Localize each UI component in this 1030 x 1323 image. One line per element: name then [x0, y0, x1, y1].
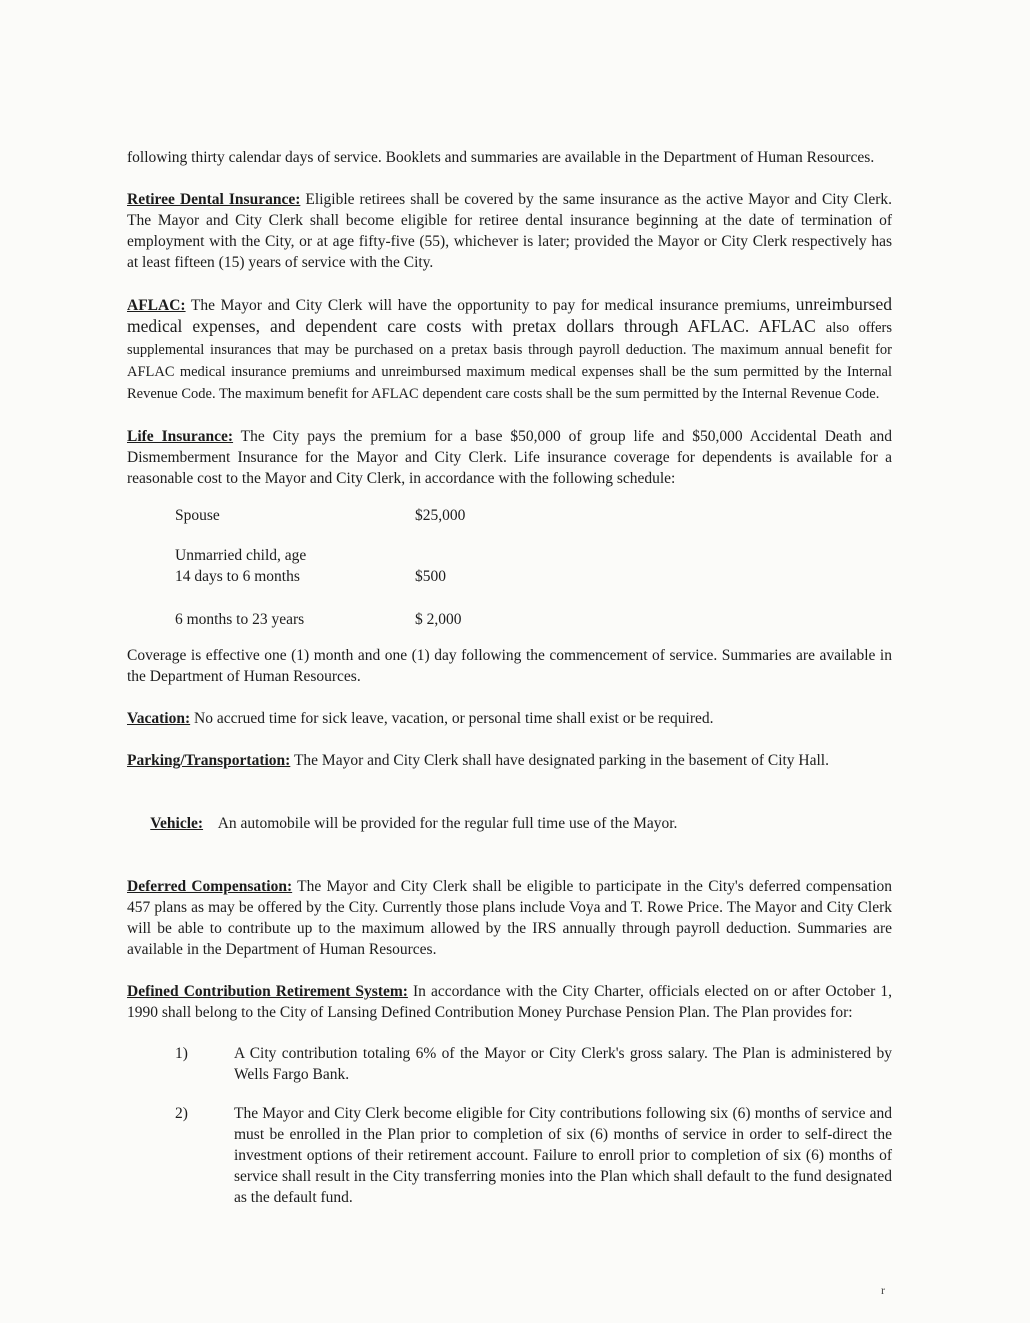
coverage-paragraph: Coverage is effective one (1) month and one (1) day following the commencement of service. Summaries are available in the Department of Human Resources.: [127, 647, 892, 685]
schedule-label: 6 months to 23 years: [175, 611, 305, 628]
schedule-row: [175, 545, 465, 606]
schedule-row: [175, 606, 465, 630]
schedule-label: Spouse: [175, 507, 220, 524]
schedule-label: Unmarried child, age 14 days to 6 months: [175, 547, 307, 585]
parking-text: The Mayor and City Clerk shall have designated parking in the basement of City Hall.: [290, 752, 829, 769]
parking-heading: Parking/Transportation:: [127, 752, 291, 769]
vehicle-heading: Vehicle:: [150, 815, 204, 832]
list-item-text: A City contribution totaling 6% of the Mayor or City Clerk's gross salary. The Plan is administered by Wells Fargo Bank.: [234, 1045, 892, 1083]
defined-contribution-heading: Defined Contribution Retirement System:: [127, 983, 408, 1000]
retiree-dental-section: [127, 189, 892, 273]
deferred-compensation-text: The Mayor and City Clerk shall be eligible to participate in the City's deferred compensation 457 plans as may be offered by the City. Currently those plans include Voya and T. Rowe Price. The Mayor and City Clerk will be able to contribute up to the maximum allowed by the IRS annually through payroll deduction. Summaries are available in the Department of Human Resources.: [127, 878, 892, 958]
vehicle-section: [127, 792, 892, 855]
retiree-dental-heading: Retiree Dental Insurance:: [127, 191, 301, 208]
aflac-heading: AFLAC:: [127, 297, 186, 314]
aflac-section: [127, 294, 892, 405]
life-insurance-heading: Life Insurance:: [127, 428, 234, 445]
vacation-heading: Vacation:: [127, 710, 191, 727]
vehicle-text: An automobile will be provided for the regular full time use of the Mayor.: [203, 815, 678, 832]
schedule-amount: $500: [415, 568, 446, 585]
list-item-number: 2): [175, 1105, 188, 1122]
schedule-row: [175, 505, 465, 545]
retiree-dental-text: Eligible retirees shall be covered by the same insurance as the active Mayor and City Clerk. The Mayor and City Clerk shall become eligible for retiree dental insurance beginning at the date of termination of employment with the City, or at age fifty-five (55), whichever is later; provided the Mayor or City Clerk respectively has at least fifteen (15) years of service with the City.: [127, 191, 892, 271]
document-body: [127, 147, 892, 1208]
deferred-compensation-heading: Deferred Compensation:: [127, 878, 293, 895]
aflac-text-3: also offers supplemental insurances that may be purchased on a pretax basis through payroll deduction. The maximum annual benefit for AFLAC medical insurance premiums and unreimbursed maximum medical expenses shall be the sum permitted by the Internal Revenue Code. The maximum benefit for AFLAC dependent care costs shall be the sum permitted by the Internal Revenue Code.: [127, 320, 892, 402]
life-insurance-text: The City pays the premium for a base $50,000 of group life and $50,000 Accidental Death and Dismemberment Insurance for the Mayor and City Clerk. Life insurance coverage for dependents is available for a reasonable cost to the Mayor and City Clerk, in accordance with the following schedule:: [127, 428, 893, 487]
deferred-compensation-section: [127, 876, 892, 960]
vacation-section: [127, 708, 892, 729]
intro-paragraph: following thirty calendar days of service. Booklets and summaries are available in the Department of Human Resources.: [127, 149, 875, 166]
list-item: [127, 1043, 892, 1085]
parking-section: [127, 750, 892, 771]
life-insurance-section: [127, 426, 892, 489]
list-item-number: 1): [175, 1045, 188, 1062]
list-item: [127, 1103, 892, 1208]
corner-mark: r: [881, 1283, 885, 1297]
defined-contribution-text: In accordance with the City Charter, officials elected on or after October 1, 1990 shall belong to the City of Lansing Defined Contribution Money Purchase Pension Plan. The Plan provides for:: [127, 983, 892, 1021]
vacation-text: No accrued time for sick leave, vacation, or personal time shall exist or be required.: [190, 710, 714, 727]
defined-contribution-section: [127, 981, 892, 1023]
aflac-text-2: unreimbursed medical expenses, and dependent care costs with pretax dollars through AFLAC. AFLAC: [127, 294, 892, 336]
list-item-text: The Mayor and City Clerk become eligible for City contributions following six (6) months of service and must be enrolled in the Plan prior to completion of six (6) months of service in order to self-direct the investment options of their retirement account. Failure to enroll prior to completion of six (6) months of service shall result in the City transferring monies into the Plan which shall default to the fund designated as the default fund.: [234, 1105, 892, 1206]
schedule-amount: $ 2,000: [415, 611, 462, 628]
aflac-text-1: The Mayor and City Clerk will have the opportunity to pay for medical insurance premiums,: [185, 297, 796, 314]
life-insurance-schedule: [175, 505, 465, 630]
schedule-amount: $25,000: [415, 507, 466, 524]
